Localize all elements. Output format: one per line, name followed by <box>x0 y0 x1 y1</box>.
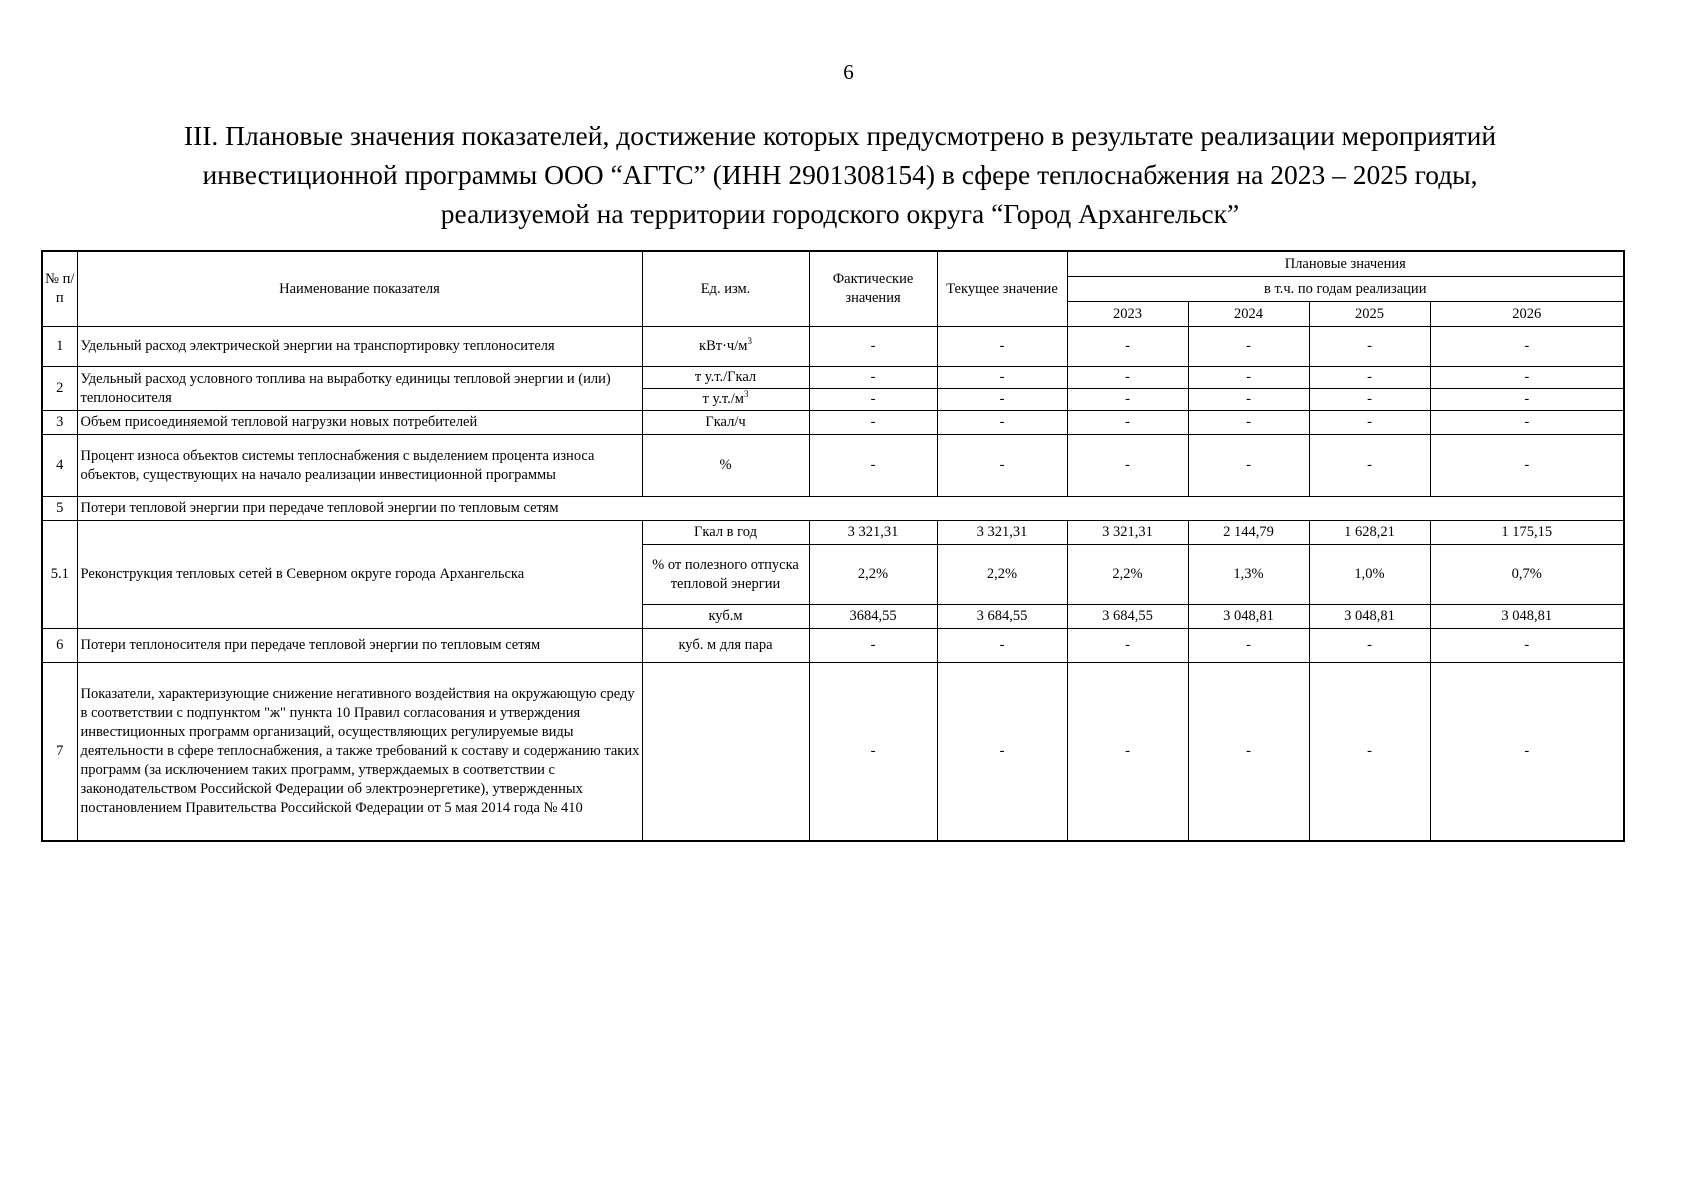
cell-2025: 1 628,21 <box>1309 521 1430 545</box>
indicators-table <box>41 250 1625 842</box>
cell-2026: - <box>1430 411 1624 435</box>
row-num: 2 <box>42 367 77 411</box>
row-num: 5 <box>42 497 77 521</box>
row-unit: т у.т./Гкал <box>642 367 809 389</box>
cell-2023: - <box>1067 663 1188 841</box>
cell-2024: - <box>1188 663 1309 841</box>
table-row <box>42 629 1624 663</box>
header-unit: Ед. изм. <box>642 251 809 327</box>
cell-2025: 1,0% <box>1309 545 1430 605</box>
table-row <box>42 521 1624 545</box>
header-name: Наименование показателя <box>77 251 642 327</box>
cell-2023: - <box>1067 629 1188 663</box>
table-row <box>42 663 1624 841</box>
cell-2025: 3 048,81 <box>1309 605 1430 629</box>
cell-2024: - <box>1188 367 1309 389</box>
cell-2024: - <box>1188 327 1309 367</box>
header-year-2025: 2025 <box>1309 302 1430 327</box>
cell-2023: - <box>1067 411 1188 435</box>
cell-2024: 2 144,79 <box>1188 521 1309 545</box>
row-unit <box>642 663 809 841</box>
row-name: Удельный расход условного топлива на выработку единицы тепловой энергии и (или) теплоносителя <box>77 367 642 411</box>
cell-2024: - <box>1188 435 1309 497</box>
cell-2023: 3 321,31 <box>1067 521 1188 545</box>
cell-2024: - <box>1188 629 1309 663</box>
title-line-2: инвестиционной программы ООО “АГТС” (ИНН 2901308154) в сфере теплоснабжения на 2023 – 2025 годы, <box>202 159 1478 190</box>
row-unit: куб. м для пара <box>642 629 809 663</box>
row-num: 6 <box>42 629 77 663</box>
table-row <box>42 367 1624 389</box>
cell-current: 2,2% <box>937 545 1067 605</box>
cell-2023: - <box>1067 367 1188 389</box>
row-unit: % <box>642 435 809 497</box>
cell-current: - <box>937 435 1067 497</box>
cell-actual: - <box>809 629 937 663</box>
cell-current: - <box>937 367 1067 389</box>
row-unit: $кВт\cdot ч/м^3$ <box>642 327 809 367</box>
cell-current: 3 321,31 <box>937 521 1067 545</box>
cell-2025: - <box>1309 389 1430 411</box>
cell-2023: 3 684,55 <box>1067 605 1188 629</box>
cell-2026: - <box>1430 435 1624 497</box>
cell-actual: - <box>809 327 937 367</box>
cell-actual: - <box>809 435 937 497</box>
cell-2026: - <box>1430 367 1624 389</box>
row-name: Процент износа объектов системы теплоснабжения с выделением процента износа объектов, существующих на начало реализации инвестиционной программы <box>77 435 642 497</box>
row-num: 3 <box>42 411 77 435</box>
cell-2026: 3 048,81 <box>1430 605 1624 629</box>
row-unit: куб.м <box>642 605 809 629</box>
header-by-years: в т.ч. по годам реализации <box>1067 277 1624 302</box>
document-title <box>100 116 1580 233</box>
header-year-2023: 2023 <box>1067 302 1188 327</box>
cell-current: - <box>937 411 1067 435</box>
row-num: 4 <box>42 435 77 497</box>
cell-2024: 1,3% <box>1188 545 1309 605</box>
row-unit: т $у.т./м^3$ <box>642 389 809 411</box>
table-row <box>42 435 1624 497</box>
row-name: Объем присоединяемой тепловой нагрузки новых потребителей <box>77 411 642 435</box>
header-planned: Плановые значения <box>1067 251 1624 277</box>
table-row <box>42 327 1624 367</box>
cell-2025: - <box>1309 327 1430 367</box>
row-name: Реконструкция тепловых сетей в Северном округе города Архангельска <box>77 521 642 629</box>
cell-2026: - <box>1430 629 1624 663</box>
cell-2026: - <box>1430 663 1624 841</box>
cell-actual: - <box>809 411 937 435</box>
header-year-2024: 2024 <box>1188 302 1309 327</box>
cell-2023: 2,2% <box>1067 545 1188 605</box>
cell-2025: - <box>1309 411 1430 435</box>
cell-2024: 3 048,81 <box>1188 605 1309 629</box>
cell-2025: - <box>1309 435 1430 497</box>
cell-2024: - <box>1188 389 1309 411</box>
cell-2025: - <box>1309 663 1430 841</box>
cell-2023: - <box>1067 327 1188 367</box>
cell-current: 3 684,55 <box>937 605 1067 629</box>
cell-2023: - <box>1067 389 1188 411</box>
cell-2026: 1 175,15 <box>1430 521 1624 545</box>
cell-2024: - <box>1188 411 1309 435</box>
table-row <box>42 411 1624 435</box>
cell-current: - <box>937 327 1067 367</box>
row-name: Потери тепловой энергии при передаче тепловой энергии по тепловым сетям <box>77 497 1624 521</box>
row-unit: Гкал/ч <box>642 411 809 435</box>
cell-2025: - <box>1309 629 1430 663</box>
header-num: № п/п <box>42 251 77 327</box>
title-line-1: III. Плановые значения показателей, достижение которых предусмотрено в результате реализации мероприятий <box>183 120 1497 151</box>
cell-actual: 3 321,31 <box>809 521 937 545</box>
cell-actual: - <box>809 389 937 411</box>
row-name: Показатели, характеризующие снижение негативного воздействия на окружающую среду в соответствии с подпунктом "ж" пункта 10 Правил согласования и утверждения инвестиционных программ организаций, осуществляющих регулируемые виды деятельности в сфере теплоснабжения, а также требований к составу и содержанию таких программ (за исключением таких программ, утверждаемых в соответствии с законодательством Российской Федерации об электроэнергетике), утвержденных постановлением Правительства Российской Федерации от 5 мая 2014 года № 410 <box>77 663 642 841</box>
row-name: Удельный расход электрической энергии на транспортировку теплоносителя <box>77 327 642 367</box>
row-name: Потери теплоносителя при передаче тепловой энергии по тепловым сетям <box>77 629 642 663</box>
header-year-2026: 2026 <box>1430 302 1624 327</box>
cell-2026: 0,7% <box>1430 545 1624 605</box>
cell-current: - <box>937 629 1067 663</box>
cell-2025: - <box>1309 367 1430 389</box>
cell-2023: - <box>1067 435 1188 497</box>
cell-actual: 3684,55 <box>809 605 937 629</box>
row-num: 5.1 <box>42 521 77 629</box>
cell-current: - <box>937 663 1067 841</box>
page-number: 6 <box>843 60 854 84</box>
header-actual: Фактические значения <box>809 251 937 327</box>
cell-current: - <box>937 389 1067 411</box>
title-line-3: реализуемой на территории городского округа “Город Архангельск” <box>440 198 1240 229</box>
cell-2026: - <box>1430 327 1624 367</box>
cell-actual: - <box>809 663 937 841</box>
header-current: Текущее значение <box>937 251 1067 327</box>
row-num: 1 <box>42 327 77 367</box>
row-unit: % от полезного отпуска тепловой энергии <box>642 545 809 605</box>
table-row <box>42 497 1624 521</box>
cell-actual: - <box>809 367 937 389</box>
row-unit: Гкал в год <box>642 521 809 545</box>
row-num: 7 <box>42 663 77 841</box>
cell-2026: - <box>1430 389 1624 411</box>
cell-actual: 2,2% <box>809 545 937 605</box>
